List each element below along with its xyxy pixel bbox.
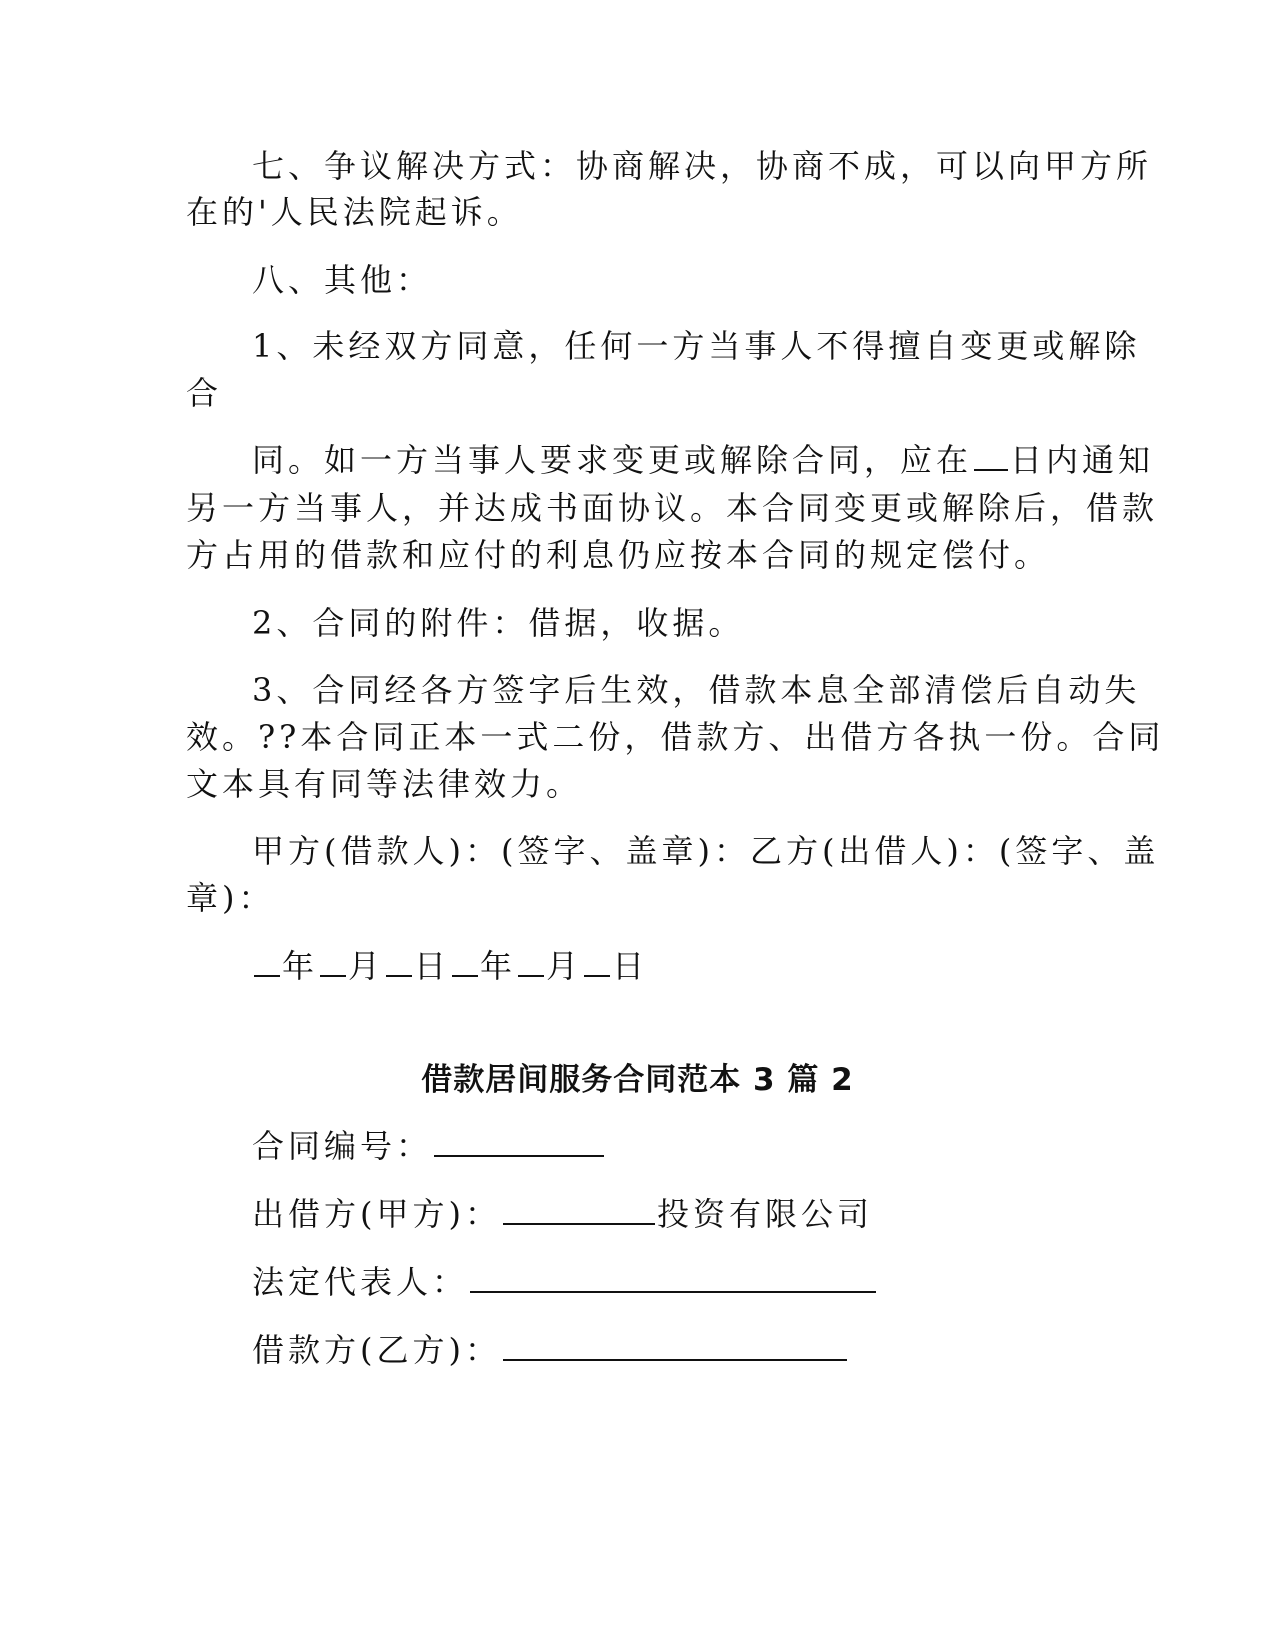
section8-heading: 八、其他： [252, 261, 433, 299]
signature-line2: 章)： [186, 879, 275, 917]
contract-change-text-a: 同。如一方当事人要求变更或解除合同，应在 [252, 441, 973, 479]
date-line [252, 948, 648, 984]
contract-change-text-b: 日内通知 [1010, 441, 1155, 479]
contract-change-line3: 方占用的借款和应付的利息仍应按本合同的规定偿付。 [186, 536, 1051, 574]
lender-label: 出借方(甲方)： [252, 1195, 501, 1233]
borrower-blank [503, 1333, 847, 1361]
item3-line3: 文本具有同等法律效力。 [186, 765, 583, 803]
legal-rep-blank [470, 1265, 876, 1293]
lender-blank [503, 1197, 655, 1225]
year-blank-2 [452, 949, 478, 977]
contract-change-line2: 另一方当事人，并达成书面协议。本合同变更或解除后，借款 [186, 489, 1159, 527]
section7-line2: 在的'人民法院起诉。 [186, 193, 523, 231]
day-label-2: 日 [612, 947, 649, 985]
legal-rep-label: 法定代表人： [252, 1263, 469, 1301]
contract-change-line1 [252, 442, 1154, 478]
item3-line1: 3、合同经各方签字后生效，借款本息全部清偿后自动失 [252, 671, 1141, 709]
item3-line2: 效。??本合同正本一式二份，借款方、出借方各执一份。合同 [186, 718, 1165, 756]
month-label-2: 月 [546, 947, 583, 985]
contract-number-label: 合同编号： [252, 1127, 433, 1165]
borrower-field [252, 1332, 849, 1368]
item1-line2: 合 [186, 374, 223, 412]
month-blank-2 [518, 949, 544, 977]
year-label-2: 年 [480, 947, 517, 985]
contract-number-blank [434, 1129, 604, 1157]
day-blank-1 [386, 949, 412, 977]
year-blank-1 [254, 949, 280, 977]
month-label-1: 月 [348, 947, 385, 985]
year-label-1: 年 [282, 947, 319, 985]
borrower-label: 借款方(乙方)： [252, 1331, 501, 1369]
day-blank-2 [584, 949, 610, 977]
signature-line1: 甲方(借款人)：(签字、盖章)：乙方(出借人)：(签字、盖 [252, 832, 1160, 870]
section7-line1: 七、争议解决方式：协商解决，协商不成，可以向甲方所 [252, 147, 1153, 185]
legal-rep-field [252, 1264, 878, 1300]
item1-line1: 1、未经双方同意，任何一方当事人不得擅自变更或解除 [252, 327, 1141, 365]
lender-field [252, 1196, 873, 1232]
lender-suffix: 投资有限公司 [656, 1195, 873, 1233]
section-title: 借款居间服务合同范本 3 篇 2 [421, 1062, 854, 1098]
day-label-1: 日 [414, 947, 451, 985]
item2-line1: 2、合同的附件：借据，收据。 [252, 604, 745, 642]
days-blank [974, 443, 1008, 471]
month-blank-1 [320, 949, 346, 977]
contract-number-field [252, 1128, 606, 1164]
